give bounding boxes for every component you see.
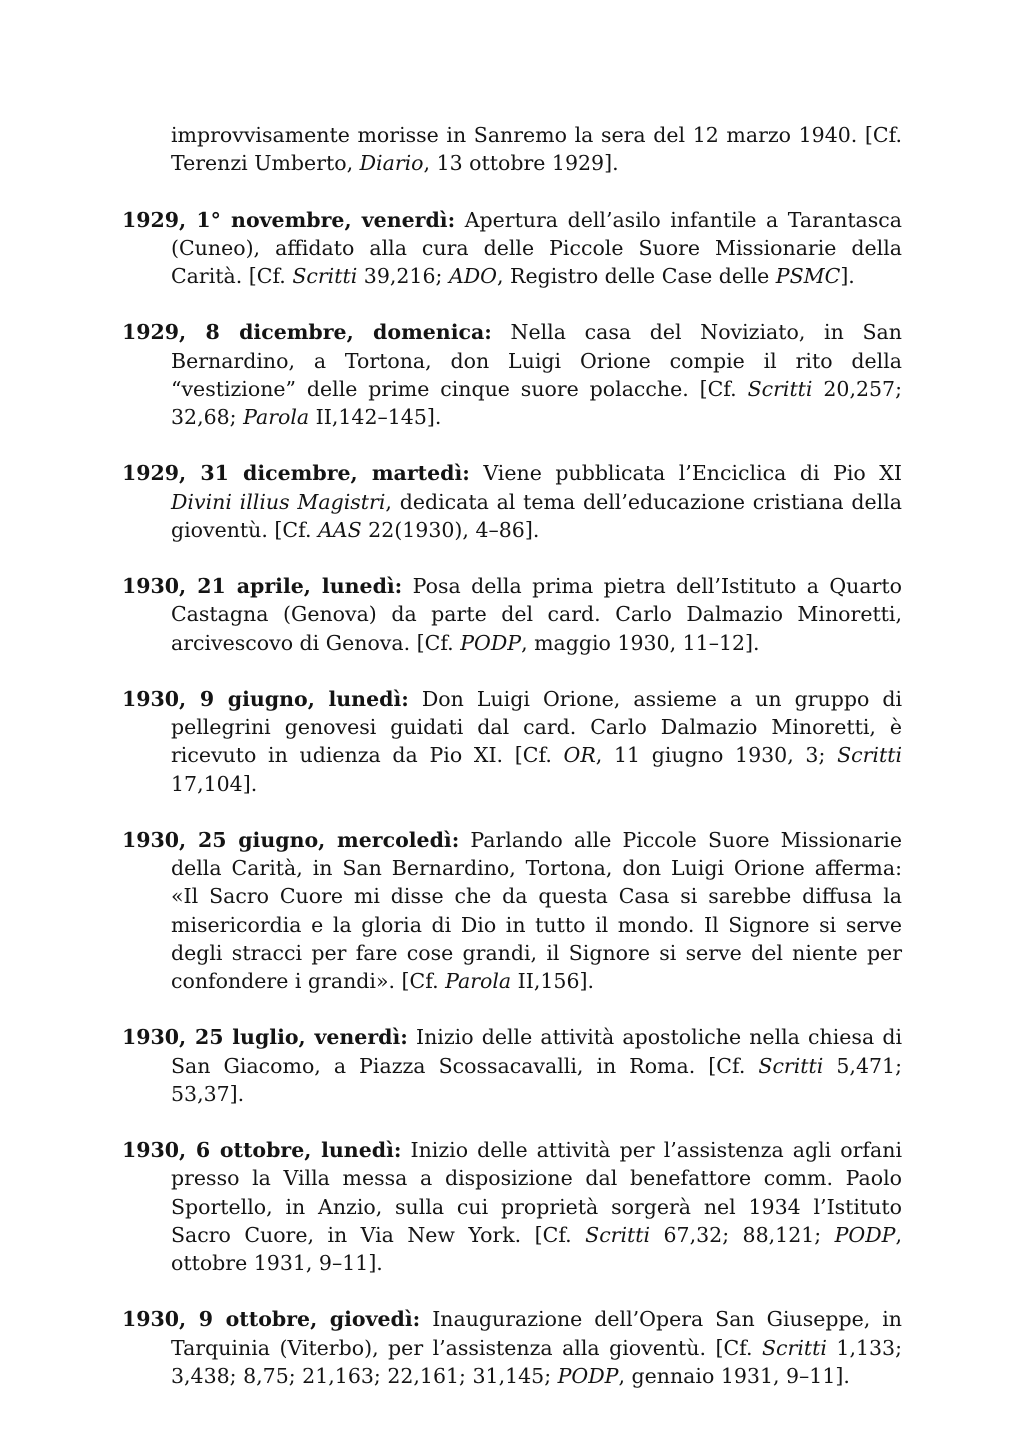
entry-citation-italic: Diario: [359, 151, 424, 176]
entry-citation-italic: Scritti: [837, 743, 903, 768]
entry-text: , 11 giugno 1930, 3;: [595, 743, 838, 768]
entry-text: 20,257; 32,68;: [171, 376, 903, 429]
entry-citation-italic: Scritti: [747, 376, 813, 401]
entry-date: 1929, 8 dicembre, domenica:: [122, 320, 492, 345]
entry-citation-italic: Scritti: [762, 1335, 827, 1360]
entry-citation-italic: PODP: [557, 1363, 619, 1388]
entry-text: , maggio 1930, 11–12].: [521, 630, 760, 655]
entry-citation-italic: PODP: [460, 630, 522, 655]
entry-text: ].: [840, 264, 855, 288]
chronology-entry: [122, 1023, 902, 1108]
entry-text: 22(1930), 4–86].: [361, 517, 540, 542]
entry-text: II,156].: [511, 969, 594, 993]
entry-text: , ottobre 1931, 9–11].: [171, 1222, 903, 1275]
entry-date: 1929, 31 dicembre, martedì:: [122, 461, 470, 486]
entry-text: Don Luigi Orione, assieme a un gruppo di pellegrini genovesi guidati dal card. Carlo Dalmazio Minoretti, è ricevuto in udienza da Pio XI. [Cf.: [171, 686, 903, 768]
entry-text: Inizio delle attività apostoliche nella chiesa di San Giacomo, a Piazza Scossacavalli, in Roma. [Cf.: [171, 1025, 902, 1078]
entry-text: Viene pubblicata l’Enciclica di Pio XI: [469, 461, 902, 486]
chronology-entry: [122, 459, 902, 544]
entry-citation-italic: Parola: [243, 405, 310, 429]
entry-text: Inaugurazione dell’Opera San Giuseppe, in Tarquinia (Viterbo), per l’assistenza alla gioventù. [Cf.: [171, 1307, 902, 1360]
chronology-entries: [122, 121, 902, 1390]
entry-text: Inizio delle attività per l’assistenza agli orfani presso la Villa messa a disposizione dal benefattore comm. Paolo Sportello, in Anzio, sulla cui proprietà sorgerà nel 1934 l’Istituto Sacro Cuore, in Via New York. [Cf.: [171, 1138, 902, 1247]
entry-date: 1930, 9 giugno, lunedì:: [122, 686, 409, 711]
entry-citation-italic: Scritti: [292, 264, 358, 288]
entry-date: 1930, 25 giugno, mercoledì:: [122, 827, 460, 852]
entry-citation-italic: PODP: [834, 1222, 896, 1247]
entry-date: 1930, 21 aprile, lunedì:: [122, 574, 403, 599]
entry-text: , 13 ottobre 1929].: [423, 151, 619, 176]
entry-citation-italic: Scritti: [585, 1222, 651, 1247]
chronology-entry: [122, 685, 902, 798]
entry-text: Nella casa del Noviziato, in San Bernardino, a Tortona, don Luigi Orione compie il rito della “vestizione” delle prime cinque suore polacche. [Cf.: [171, 320, 902, 401]
entry-date: 1930, 25 luglio, venerdì:: [122, 1025, 408, 1050]
entry-citation-italic: OR: [563, 743, 596, 768]
entry-citation-italic: Scritti: [758, 1053, 824, 1078]
entry-text: 39,216;: [357, 264, 449, 288]
entry-text: 67,32; 88,121;: [650, 1222, 835, 1247]
chronology-entry: [122, 826, 902, 995]
chronology-entry: [122, 206, 902, 291]
chronology-entry: [122, 1136, 902, 1277]
entry-citation-italic: ADO: [448, 264, 497, 288]
entry-citation-italic: Parola: [445, 969, 512, 993]
chronology-entry: [122, 318, 902, 431]
entry-text: , Registro delle Case delle: [496, 264, 776, 288]
entry-text: Parlando alle Piccole Suore Missionarie della Carità, in San Bernardino, Tortona, don Luigi Orione afferma: «Il Sacro Cuore mi disse che da questa Casa si sarebbe diffusa la misericordia e la gloria di Dio in tutto il mondo. Il Signore si serve degli stracci per fare cose grandi, il Signore si serve del niente per confondere i grandi». [Cf.: [171, 827, 902, 993]
chronology-entry: [122, 572, 902, 657]
entry-citation-italic: Divini illius Magistri: [171, 489, 386, 514]
entry-text: II,142–145].: [309, 405, 442, 429]
entry-citation-italic: PSMC: [775, 264, 841, 288]
entry-text: Posa della prima pietra dell’Istituto a Quarto Castagna (Genova) da parte del card. Carlo Dalmazio Minoretti, arcivescovo di Genova. [Cf.: [171, 574, 902, 655]
entry-text: , dedicata al tema dell’educazione cristiana della gioventù. [Cf.: [171, 489, 902, 542]
continued-paragraph: [122, 121, 902, 177]
entry-text: 1,133; 3,438; 8,75; 21,163; 22,161; 31,145;: [171, 1335, 902, 1388]
entry-text: 17,104].: [171, 771, 258, 796]
entry-text: 5,471; 53,37].: [171, 1053, 902, 1106]
entry-text: Apertura dell’asilo infantile a Tarantasca (Cuneo), affidato alla cura delle Piccole Suore Missionarie della Carità. [Cf.: [171, 207, 903, 288]
entry-citation-italic: AAS: [317, 517, 362, 542]
entry-date: 1929, 1° novembre, venerdì:: [122, 207, 456, 232]
entry-date: 1930, 6 ottobre, lunedì:: [122, 1138, 402, 1163]
chronology-entry: [122, 1305, 902, 1390]
entry-text: , gennaio 1931, 9–11].: [618, 1363, 850, 1388]
entry-date: 1930, 9 ottobre, giovedì:: [122, 1307, 421, 1332]
entry-text: improvvisamente morisse in Sanremo la sera del 12 marzo 1940. [Cf. Terenzi Umberto,: [171, 123, 902, 176]
